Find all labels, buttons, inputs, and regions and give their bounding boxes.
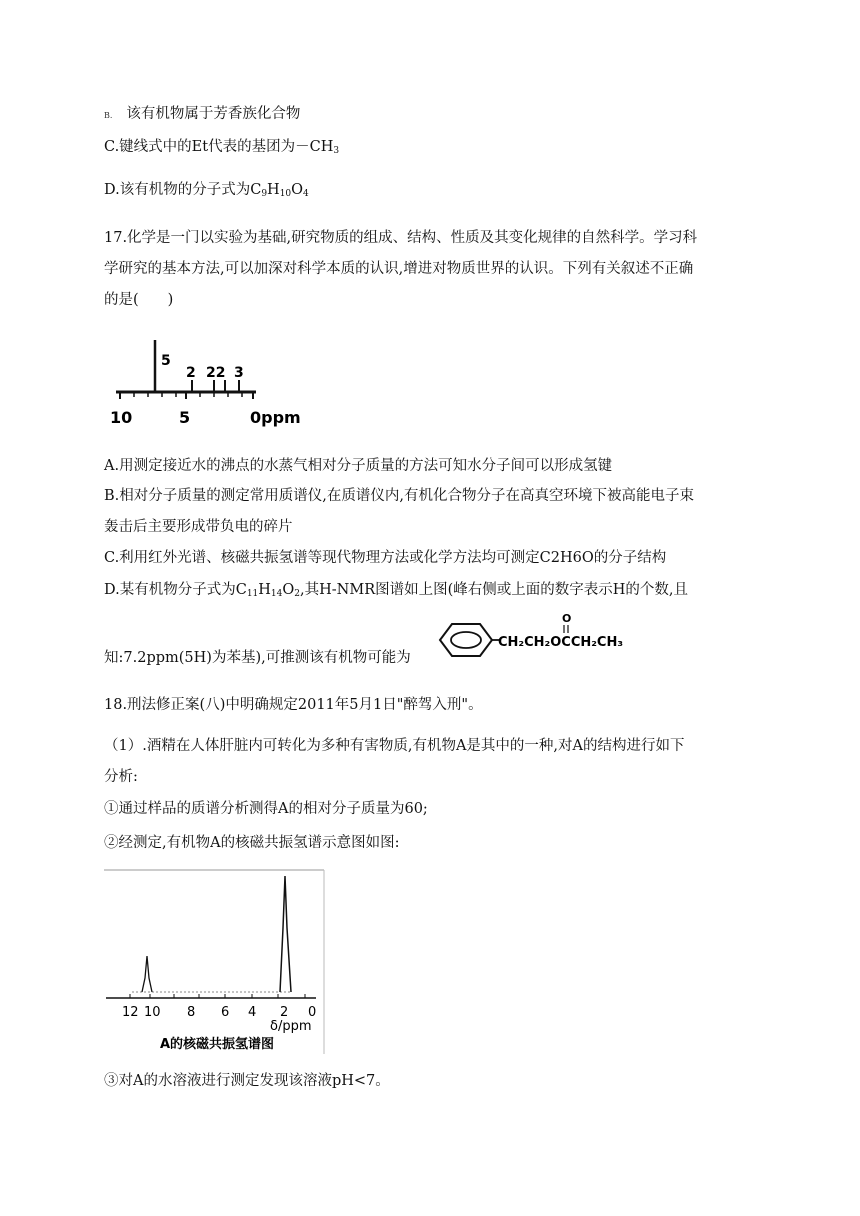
tick-2: 2 <box>280 1005 289 1020</box>
q17-d-text: D.某有机物分子式为C <box>104 582 247 598</box>
formula-part: H <box>258 582 271 598</box>
tick-4: 4 <box>248 1005 257 1020</box>
spectrum-caption: A的核磁共振氢谱图 <box>160 1037 275 1052</box>
tick-8: 8 <box>187 1005 196 1020</box>
formula-part: O <box>291 182 304 198</box>
peak-label-2: 2 <box>186 365 196 381</box>
q18-step-1: ①通过样品的质谱分析测得A的相对分子质量为60; <box>104 801 428 817</box>
nmr-spectrum-a <box>102 868 328 1058</box>
option-d <box>104 180 309 200</box>
formula-sub: 9 <box>261 189 268 199</box>
formula-part: H <box>267 182 280 198</box>
axis-label-0ppm: 0ppm <box>250 408 301 427</box>
option-d-text: D.该有机物的分子式为C <box>104 182 262 198</box>
tick-0: 0 <box>308 1005 317 1020</box>
q17-option-d-1 <box>104 580 688 600</box>
axis-label-10: 10 <box>110 408 133 427</box>
axis-unit: δ/ppm <box>270 1019 312 1034</box>
option-b-text: 该有机物属于芳香族化合物 <box>126 106 301 122</box>
peak-2ppm <box>280 876 291 992</box>
q17-line-1: 17.化学是一门以实验为基础,研究物质的组成、结构、性质及其变化规律的自然科学。学习科 <box>104 230 698 246</box>
peak-label-5: 5 <box>161 353 171 369</box>
benzene-inner-circle <box>451 632 481 648</box>
structure-chain: CH₂CH₂OCCH₂CH₃ <box>498 635 624 650</box>
q17-option-b-1: B.相对分子质量的测定常用质谱仪,在质谱仪内,有机化合物分子在高真空环境下被高能电子束 <box>104 488 694 504</box>
q18-part1-line2: 分析: <box>104 769 138 785</box>
tick-6: 6 <box>221 1005 230 1020</box>
peak-label-3: 3 <box>234 365 244 381</box>
nmr-stick-spectrum <box>108 335 308 435</box>
structural-formula <box>428 610 638 670</box>
option-c <box>104 137 339 157</box>
formula-sub: 4 <box>303 189 309 199</box>
formula-sub: 10 <box>279 189 292 199</box>
formula-sub: 2 <box>294 589 300 599</box>
peak-11ppm <box>142 956 152 992</box>
q17-option-b-2: 轰击后主要形成带负电的碎片 <box>104 519 293 535</box>
tick-12: 12 <box>122 1005 139 1020</box>
q17-option-a: A.用测定接近水的沸点的水蒸气相对分子质量的方法可知水分子间可以形成氢键 <box>104 458 613 474</box>
peak-label-22: 22 <box>206 365 226 381</box>
tick-10: 10 <box>144 1005 161 1020</box>
option-b-label: B. <box>104 111 113 120</box>
q17-option-c: C.利用红外光谱、核磁共振氢谱等现代物理方法或化学方法均可测定C2H6O的分子结构 <box>104 550 667 566</box>
benzene-ring-icon <box>440 624 492 656</box>
axis-label-5: 5 <box>179 408 191 427</box>
q18-title: 18.刑法修正案(八)中明确规定2011年5月1日"醉驾入刑"。 <box>104 697 483 713</box>
option-b <box>104 104 300 126</box>
formula-sub: 11 <box>246 589 259 599</box>
q17-option-d-2: 知:7.2ppm(5H)为苯基),可推测该有机物可能为 <box>104 650 411 666</box>
carbonyl-oxygen: O <box>562 612 572 625</box>
q17-d-text-rest: ,其H-NMR图谱如上图(峰右侧或上面的数字表示H的个数,且 <box>300 582 689 598</box>
formula-sub: 14 <box>270 589 283 599</box>
formula-part: O <box>282 582 295 598</box>
q18-step-2: ②经测定,有机物A的核磁共振氢谱示意图如图: <box>104 835 400 851</box>
q18-part1-line1: （1）.酒精在人体肝脏内可转化为多种有害物质,有机物A是其中的一种,对A的结构进行如下 <box>104 738 685 754</box>
option-c-sub: 3 <box>333 146 340 156</box>
q17-line-2: 学研究的基本方法,可以加深对科学本质的认识,增进对物质世界的认识。下列有关叙述不正确 <box>104 261 694 277</box>
q17-line-3: 的是( ) <box>104 292 174 308</box>
option-c-text: C.键线式中的Et代表的基团为－CH <box>104 139 334 155</box>
q18-step-3: ③对A的水溶液进行测定发现该溶液pH<7。 <box>104 1073 390 1089</box>
